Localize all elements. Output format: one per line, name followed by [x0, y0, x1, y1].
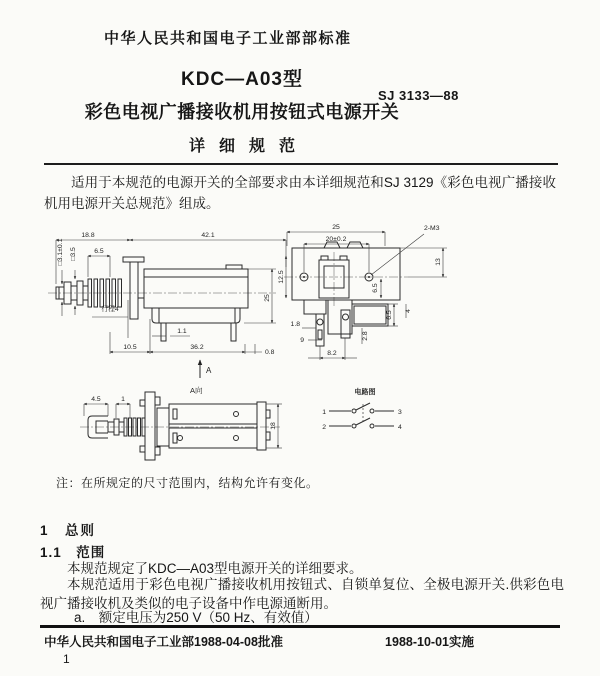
- page-number: 1: [63, 652, 70, 666]
- dim-label: 36.2: [190, 344, 204, 351]
- intro-paragraph: 适用于本规范的电源开关的全部要求由本详细规范和SJ 3129《彩色电视广播接收机用电源开关总规范》组成。: [44, 175, 556, 211]
- implementation-text: 1988-10-01实施: [385, 635, 474, 649]
- horizontal-rule-bottom: [40, 625, 560, 628]
- drawing-note: 注：在所规定的尺寸范围内，结构允许有变化。: [56, 476, 319, 490]
- dim-label: 8.2: [327, 350, 337, 357]
- document-header: 中华人民共和国电子工业部部标准: [104, 30, 352, 47]
- terminal-label: 4: [398, 424, 402, 431]
- dim-label: 1.1: [177, 328, 187, 335]
- paragraph-scope: 本规范规定了KDC—A03型电源开关的详细要求。: [67, 561, 363, 576]
- dim-label: □3.5: [70, 247, 77, 261]
- end-view-drawing: [278, 224, 447, 360]
- section-heading-scope: 1.1 范围: [40, 545, 106, 560]
- technical-drawing: [40, 220, 560, 465]
- dim-label: 6.5: [372, 283, 379, 293]
- title-type: 详细规范: [188, 138, 309, 155]
- dim-label: 13: [435, 258, 442, 266]
- dim-label: 9: [300, 337, 304, 344]
- dim-label: 4: [405, 309, 412, 313]
- dim-label: □3.1±0.1: [57, 238, 64, 266]
- technical-drawing-area: [40, 220, 560, 465]
- dim-label: 10.5: [123, 344, 137, 351]
- stroke-label: 行程4: [101, 306, 119, 313]
- section-heading-general: 1 总则: [40, 523, 97, 538]
- horizontal-rule-top: [44, 163, 558, 165]
- dim-label: 4.5: [91, 396, 101, 403]
- title-model: KDC—A03型: [180, 69, 304, 90]
- footer: [44, 632, 474, 650]
- dim-label: 18.8: [81, 232, 95, 239]
- view-arrow-label: A: [206, 366, 212, 375]
- dim-label: 6.5: [94, 248, 104, 255]
- dim-label: 12.5: [278, 270, 285, 284]
- list-item-rated-voltage: a. 额定电压为250 V（50 Hz、有效值）: [74, 610, 318, 625]
- dim-label: 0.8: [265, 349, 275, 356]
- dim-label: 25: [264, 294, 271, 302]
- approval-text: 中华人民共和国电子工业部1988-04-08批准: [44, 635, 283, 649]
- terminal-label: 2: [322, 424, 326, 431]
- terminal-label: 3: [398, 409, 402, 416]
- paragraph-application: 本规范适用于彩色电视广播接收机用按钮式、自锁单复位、全极电源开关.供彩色电视广播接收机及类似的电子设备中作电源通断用。: [40, 577, 564, 611]
- dim-label: 2.8: [362, 331, 369, 341]
- dim-label: 18: [270, 422, 277, 430]
- side-view-drawing: [48, 232, 286, 378]
- dim-label: 20±0.2: [325, 236, 347, 243]
- dim-label: 6.5: [386, 310, 393, 320]
- dim-label: 42.1: [201, 232, 215, 239]
- dim-label: 1.8: [290, 321, 300, 328]
- standard-number: SJ 3133—88: [378, 88, 459, 103]
- dim-label: 1: [121, 396, 125, 403]
- terminal-label: 1: [322, 409, 326, 416]
- circuit-title: 电路图: [354, 389, 376, 396]
- view-label: A向: [190, 386, 203, 395]
- circuit-diagram: [322, 387, 402, 431]
- thread-label: 2-M3: [424, 225, 440, 232]
- title-product: 彩色电视广播接收机用按钮式电源开关: [84, 102, 400, 122]
- dim-label: 25: [332, 224, 340, 231]
- bottom-view-drawing: [80, 385, 282, 460]
- title-block: [38, 64, 446, 156]
